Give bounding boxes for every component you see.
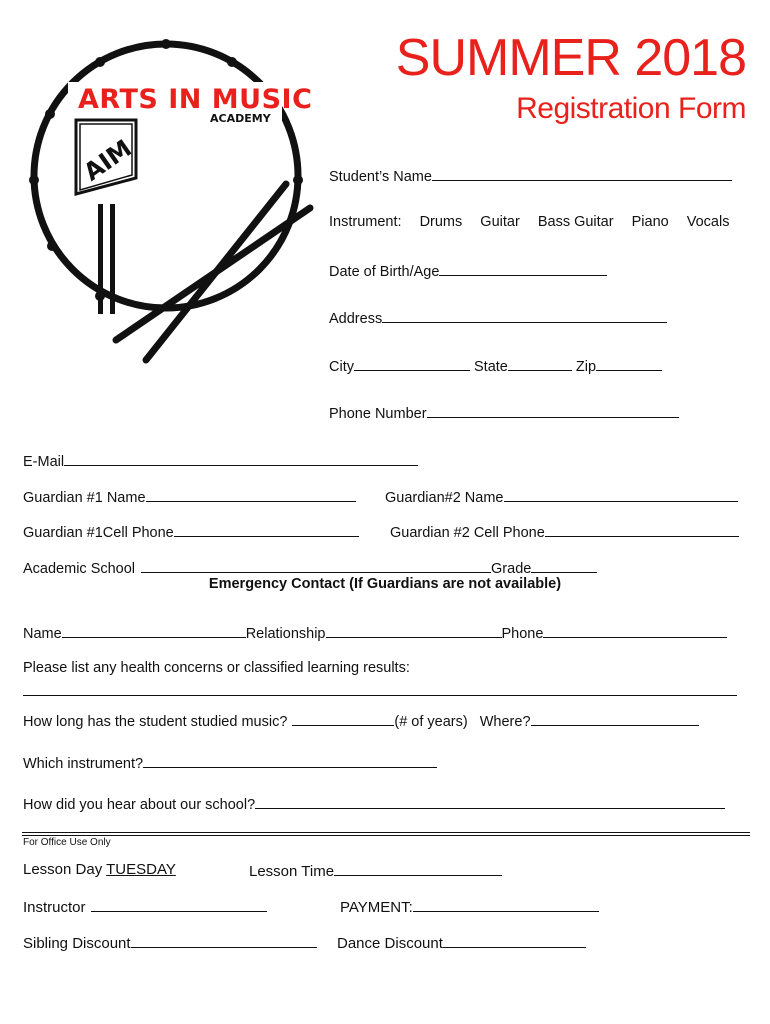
drum-sticks bbox=[116, 184, 310, 360]
emergency-phone-blank[interactable] bbox=[543, 623, 727, 638]
lesson-time-label: Lesson Time bbox=[249, 863, 335, 880]
guardian1-phone-label: Guardian #1Cell Phone bbox=[23, 525, 174, 541]
office-divider-top bbox=[22, 832, 750, 833]
academy-logo bbox=[18, 18, 318, 368]
how-long-label: How long has the student studied music? bbox=[23, 714, 288, 730]
lesson-time-row bbox=[249, 861, 502, 881]
logo-line2: ACADEMY bbox=[210, 112, 271, 125]
phone-label: Phone Number bbox=[329, 406, 427, 422]
city-blank[interactable] bbox=[354, 356, 470, 371]
logo-line1: ARTS IN MUSIC bbox=[78, 84, 313, 115]
email-blank[interactable] bbox=[64, 451, 418, 466]
zip-blank[interactable] bbox=[596, 356, 662, 371]
dob-blank[interactable] bbox=[439, 261, 607, 276]
sibling-discount-label: Sibling Discount bbox=[23, 935, 131, 952]
guardian2-phone-label: Guardian #2 Cell Phone bbox=[390, 525, 545, 541]
instrument-label: Instrument: bbox=[329, 214, 402, 230]
sibling-discount-blank[interactable] bbox=[131, 933, 317, 948]
guardian1-phone-blank[interactable] bbox=[174, 522, 359, 537]
payment-label: PAYMENT: bbox=[340, 899, 413, 916]
aim-badge bbox=[76, 120, 137, 314]
student-name-label: Student’s Name bbox=[329, 169, 432, 185]
guardian1-phone-row bbox=[23, 522, 359, 542]
guardian1-name-row bbox=[23, 487, 356, 507]
lesson-day-row bbox=[23, 861, 176, 879]
emergency-heading: Emergency Contact (If Guardians are not available) bbox=[208, 576, 562, 592]
instrument-piano[interactable]: Piano bbox=[631, 214, 669, 230]
payment-row bbox=[340, 897, 599, 917]
email-row bbox=[23, 451, 418, 471]
address-blank[interactable] bbox=[382, 308, 667, 323]
guardian2-name-row bbox=[385, 487, 738, 507]
dob-row bbox=[329, 261, 607, 281]
lesson-day-label: Lesson Day bbox=[23, 861, 103, 878]
where-label: Where? bbox=[479, 714, 531, 730]
instructor-row bbox=[23, 897, 267, 917]
address-row bbox=[329, 308, 667, 328]
which-instrument-row bbox=[23, 753, 437, 773]
instrument-guitar[interactable]: Guitar bbox=[480, 214, 520, 230]
city-label: City bbox=[329, 359, 354, 375]
emergency-relationship-blank[interactable] bbox=[326, 623, 502, 638]
instructor-label: Instructor bbox=[23, 899, 86, 916]
how-long-row bbox=[23, 711, 699, 731]
form-subtitle: Registration Form bbox=[516, 92, 746, 125]
zip-label: Zip bbox=[575, 359, 597, 375]
student-name-row bbox=[329, 166, 732, 186]
academic-school-row bbox=[23, 558, 597, 578]
instrument-bass-guitar[interactable]: Bass Guitar bbox=[537, 214, 614, 230]
grade-blank[interactable] bbox=[531, 558, 597, 573]
email-label: E-Mail bbox=[23, 454, 65, 470]
form-title: SUMMER 2018 bbox=[395, 29, 746, 87]
lesson-time-blank[interactable] bbox=[334, 861, 502, 876]
instrument-vocals[interactable]: Vocals bbox=[686, 214, 730, 230]
student-name-blank[interactable] bbox=[432, 166, 732, 181]
academic-school-label: Academic School bbox=[23, 561, 136, 577]
city-row bbox=[329, 356, 662, 376]
phone-row bbox=[329, 403, 679, 423]
hear-about-blank[interactable] bbox=[255, 794, 725, 809]
lesson-day-value: TUESDAY bbox=[106, 861, 176, 878]
instrument-drums[interactable]: Drums bbox=[419, 214, 463, 230]
phone-blank[interactable] bbox=[427, 403, 679, 418]
dob-label: Date of Birth/Age bbox=[329, 264, 440, 280]
where-blank[interactable] bbox=[531, 711, 699, 726]
payment-blank[interactable] bbox=[413, 897, 599, 912]
emergency-row bbox=[23, 623, 727, 643]
dance-discount-blank[interactable] bbox=[443, 933, 586, 948]
which-instrument-label: Which instrument? bbox=[23, 756, 144, 772]
grade-label: Grade bbox=[491, 561, 532, 577]
dance-discount-row bbox=[337, 933, 586, 953]
instructor-blank[interactable] bbox=[91, 897, 267, 912]
guardian2-phone-blank[interactable] bbox=[545, 522, 739, 537]
hear-about-row bbox=[23, 794, 725, 814]
guardian1-name-blank[interactable] bbox=[146, 487, 356, 502]
emergency-name-label: Name bbox=[23, 626, 62, 642]
address-label: Address bbox=[329, 311, 383, 327]
office-divider-bottom bbox=[22, 835, 750, 836]
hear-about-label: How did you hear about our school? bbox=[23, 797, 256, 813]
guardian2-name-label: Guardian#2 Name bbox=[385, 490, 504, 506]
badge-text: AIM bbox=[78, 134, 137, 187]
sibling-discount-row bbox=[23, 933, 317, 953]
years-note: (# of years) bbox=[394, 714, 468, 730]
state-blank[interactable] bbox=[508, 356, 572, 371]
health-answer-line[interactable] bbox=[23, 695, 737, 696]
guardian1-name-label: Guardian #1 Name bbox=[23, 490, 146, 506]
guardian2-name-blank[interactable] bbox=[504, 487, 738, 502]
which-instrument-blank[interactable] bbox=[143, 753, 437, 768]
state-label: State bbox=[474, 359, 508, 375]
emergency-phone-label: Phone bbox=[501, 626, 544, 642]
office-use-label: For Office Use Only bbox=[23, 837, 111, 848]
academic-school-blank[interactable] bbox=[141, 558, 491, 573]
emergency-name-blank[interactable] bbox=[62, 623, 246, 638]
guardian2-phone-row bbox=[390, 522, 739, 542]
years-blank[interactable] bbox=[292, 711, 394, 726]
dance-discount-label: Dance Discount bbox=[337, 935, 443, 952]
health-question: Please list any health concerns or classified learning results: bbox=[23, 660, 410, 676]
instrument-row bbox=[329, 213, 729, 231]
emergency-relationship-label: Relationship bbox=[245, 626, 326, 642]
